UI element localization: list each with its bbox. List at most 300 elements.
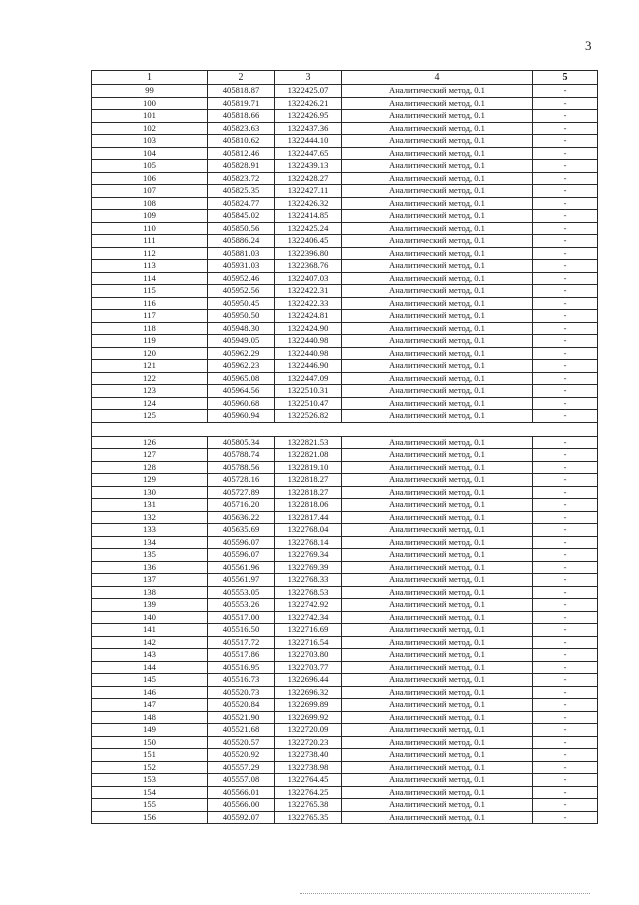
cell-description: - — [533, 686, 598, 699]
header-point-number: 1 — [92, 71, 208, 85]
cell-y: 1322716.54 — [275, 636, 342, 649]
cell-x: 405845.02 — [208, 210, 275, 223]
cell-y: 1322447.09 — [275, 372, 342, 385]
cell-point-number: 126 — [92, 436, 208, 449]
table-row — [92, 97, 598, 110]
cell-y: 1322738.40 — [275, 749, 342, 762]
table-body — [92, 85, 598, 824]
cell-x: 405517.72 — [208, 636, 275, 649]
cell-point-number: 117 — [92, 310, 208, 323]
cell-y: 1322526.82 — [275, 410, 342, 423]
cell-x: 405823.72 — [208, 172, 275, 185]
cell-x: 405561.97 — [208, 574, 275, 587]
cell-y: 1322768.53 — [275, 586, 342, 599]
cell-description: - — [533, 222, 598, 235]
cell-method: Аналитический метод, 0.1 — [342, 686, 533, 699]
header-x: 2 — [208, 71, 275, 85]
cell-x: 405516.50 — [208, 624, 275, 637]
cell-point-number: 128 — [92, 461, 208, 474]
cell-y: 1322699.89 — [275, 699, 342, 712]
table-row — [92, 474, 598, 487]
cell-method: Аналитический метод, 0.1 — [342, 410, 533, 423]
cell-description: - — [533, 724, 598, 737]
cell-x: 405952.46 — [208, 272, 275, 285]
cell-description: - — [533, 611, 598, 624]
table-row — [92, 235, 598, 248]
cell-y: 1322427.11 — [275, 185, 342, 198]
cell-method: Аналитический метод, 0.1 — [342, 761, 533, 774]
table-row — [92, 649, 598, 662]
cell-point-number: 152 — [92, 761, 208, 774]
cell-point-number: 119 — [92, 335, 208, 348]
table-row — [92, 674, 598, 687]
cell-x: 405950.50 — [208, 310, 275, 323]
cell-y: 1322424.90 — [275, 322, 342, 335]
cell-method: Аналитический метод, 0.1 — [342, 322, 533, 335]
table-row — [92, 611, 598, 624]
cell-method: Аналитический метод, 0.1 — [342, 210, 533, 223]
footer-divider — [300, 893, 590, 894]
cell-x: 405566.01 — [208, 786, 275, 799]
cell-description: - — [533, 636, 598, 649]
table-row — [92, 347, 598, 360]
cell-method: Аналитический метод, 0.1 — [342, 786, 533, 799]
cell-y: 1322720.23 — [275, 736, 342, 749]
table-row — [92, 761, 598, 774]
cell-method: Аналитический метод, 0.1 — [342, 297, 533, 310]
cell-description: - — [533, 110, 598, 123]
header-method: 4 — [342, 71, 533, 85]
cell-y: 1322510.31 — [275, 385, 342, 398]
cell-y: 1322426.21 — [275, 97, 342, 110]
cell-x: 405810.62 — [208, 135, 275, 148]
table-row — [92, 436, 598, 449]
cell-x: 405516.73 — [208, 674, 275, 687]
cell-point-number: 138 — [92, 586, 208, 599]
cell-method: Аналитический метод, 0.1 — [342, 135, 533, 148]
cell-x: 405949.05 — [208, 335, 275, 348]
cell-description: - — [533, 736, 598, 749]
cell-x: 405635.69 — [208, 524, 275, 537]
table-row — [92, 724, 598, 737]
cell-point-number: 155 — [92, 799, 208, 812]
cell-y: 1322444.10 — [275, 135, 342, 148]
cell-point-number: 132 — [92, 511, 208, 524]
cell-x: 405520.57 — [208, 736, 275, 749]
cell-y: 1322742.34 — [275, 611, 342, 624]
cell-method: Аналитический метод, 0.1 — [342, 449, 533, 462]
coordinates-table — [91, 70, 598, 824]
cell-description: - — [533, 649, 598, 662]
cell-description: - — [533, 449, 598, 462]
cell-x: 405818.87 — [208, 85, 275, 98]
table-row — [92, 461, 598, 474]
cell-x: 405962.29 — [208, 347, 275, 360]
table-row — [92, 372, 598, 385]
cell-y: 1322425.07 — [275, 85, 342, 98]
cell-point-number: 124 — [92, 397, 208, 410]
cell-y: 1322426.32 — [275, 197, 342, 210]
cell-method: Аналитический метод, 0.1 — [342, 624, 533, 637]
cell-x: 405788.74 — [208, 449, 275, 462]
page-number: 3 — [585, 38, 592, 53]
cell-description: - — [533, 135, 598, 148]
table-row — [92, 736, 598, 749]
table-row — [92, 385, 598, 398]
cell-y: 1322428.27 — [275, 172, 342, 185]
cell-y: 1322769.39 — [275, 561, 342, 574]
table-row — [92, 486, 598, 499]
cell-y: 1322716.69 — [275, 624, 342, 637]
cell-point-number: 142 — [92, 636, 208, 649]
cell-point-number: 134 — [92, 536, 208, 549]
cell-method: Аналитический метод, 0.1 — [342, 372, 533, 385]
cell-description: - — [533, 661, 598, 674]
cell-y: 1322742.92 — [275, 599, 342, 612]
cell-description: - — [533, 574, 598, 587]
cell-method: Аналитический метод, 0.1 — [342, 699, 533, 712]
cell-method: Аналитический метод, 0.1 — [342, 599, 533, 612]
table-row — [92, 586, 598, 599]
cell-point-number: 149 — [92, 724, 208, 737]
cell-point-number: 103 — [92, 135, 208, 148]
cell-point-number: 139 — [92, 599, 208, 612]
cell-y: 1322396.80 — [275, 247, 342, 260]
cell-point-number: 111 — [92, 235, 208, 248]
cell-method: Аналитический метод, 0.1 — [342, 160, 533, 173]
cell-method: Аналитический метод, 0.1 — [342, 197, 533, 210]
cell-description: - — [533, 285, 598, 298]
cell-method: Аналитический метод, 0.1 — [342, 122, 533, 135]
cell-method: Аналитический метод, 0.1 — [342, 649, 533, 662]
table-row — [92, 222, 598, 235]
cell-x: 405520.84 — [208, 699, 275, 712]
cell-description: - — [533, 749, 598, 762]
cell-x: 405788.56 — [208, 461, 275, 474]
cell-point-number: 105 — [92, 160, 208, 173]
cell-method: Аналитический метод, 0.1 — [342, 260, 533, 273]
cell-y: 1322818.27 — [275, 486, 342, 499]
cell-description: - — [533, 786, 598, 799]
table-row — [92, 499, 598, 512]
cell-description: - — [533, 499, 598, 512]
cell-x: 405850.56 — [208, 222, 275, 235]
cell-description: - — [533, 172, 598, 185]
table-row — [92, 511, 598, 524]
table-row — [92, 210, 598, 223]
table-row — [92, 335, 598, 348]
cell-point-number: 130 — [92, 486, 208, 499]
cell-method: Аналитический метод, 0.1 — [342, 711, 533, 724]
cell-x: 405566.00 — [208, 799, 275, 812]
cell-x: 405520.73 — [208, 686, 275, 699]
header-row — [92, 71, 598, 85]
cell-point-number: 101 — [92, 110, 208, 123]
cell-x: 405824.77 — [208, 197, 275, 210]
cell-point-number: 156 — [92, 811, 208, 824]
cell-description: - — [533, 774, 598, 787]
cell-description: - — [533, 461, 598, 474]
cell-method: Аналитический метод, 0.1 — [342, 661, 533, 674]
cell-y: 1322764.25 — [275, 786, 342, 799]
cell-point-number: 114 — [92, 272, 208, 285]
cell-x: 405561.96 — [208, 561, 275, 574]
cell-x: 405948.30 — [208, 322, 275, 335]
cell-x: 405517.86 — [208, 649, 275, 662]
cell-method: Аналитический метод, 0.1 — [342, 499, 533, 512]
cell-y: 1322696.44 — [275, 674, 342, 687]
table-row — [92, 360, 598, 373]
cell-point-number: 118 — [92, 322, 208, 335]
cell-x: 405516.95 — [208, 661, 275, 674]
cell-point-number: 125 — [92, 410, 208, 423]
cell-point-number: 129 — [92, 474, 208, 487]
cell-point-number: 113 — [92, 260, 208, 273]
cell-y: 1322440.98 — [275, 347, 342, 360]
cell-x: 405520.92 — [208, 749, 275, 762]
cell-description: - — [533, 711, 598, 724]
table-row — [92, 322, 598, 335]
cell-x: 405553.26 — [208, 599, 275, 612]
cell-method: Аналитический метод, 0.1 — [342, 749, 533, 762]
cell-x: 405812.46 — [208, 147, 275, 160]
cell-y: 1322510.47 — [275, 397, 342, 410]
table-row — [92, 774, 598, 787]
table-row — [92, 285, 598, 298]
cell-method: Аналитический метод, 0.1 — [342, 235, 533, 248]
cell-description: - — [533, 586, 598, 599]
cell-description: - — [533, 210, 598, 223]
cell-method: Аналитический метод, 0.1 — [342, 636, 533, 649]
cell-description: - — [533, 260, 598, 273]
cell-method: Аналитический метод, 0.1 — [342, 774, 533, 787]
cell-x: 405727.89 — [208, 486, 275, 499]
table-row — [92, 410, 598, 423]
cell-point-number: 150 — [92, 736, 208, 749]
cell-x: 405521.68 — [208, 724, 275, 737]
cell-point-number: 153 — [92, 774, 208, 787]
table-row — [92, 247, 598, 260]
header-y: 3 — [275, 71, 342, 85]
cell-description: - — [533, 322, 598, 335]
cell-description: - — [533, 197, 598, 210]
cell-y: 1322699.92 — [275, 711, 342, 724]
table-row — [92, 749, 598, 762]
cell-method: Аналитический метод, 0.1 — [342, 574, 533, 587]
cell-point-number: 109 — [92, 210, 208, 223]
cell-point-number: 112 — [92, 247, 208, 260]
cell-y: 1322439.13 — [275, 160, 342, 173]
cell-method: Аналитический метод, 0.1 — [342, 360, 533, 373]
table-row — [92, 661, 598, 674]
cell-description: - — [533, 360, 598, 373]
cell-y: 1322764.45 — [275, 774, 342, 787]
table-row — [92, 297, 598, 310]
cell-x: 405823.63 — [208, 122, 275, 135]
cell-y: 1322720.09 — [275, 724, 342, 737]
cell-point-number: 100 — [92, 97, 208, 110]
cell-method: Аналитический метод, 0.1 — [342, 397, 533, 410]
cell-method: Аналитический метод, 0.1 — [342, 185, 533, 198]
cell-x: 405825.35 — [208, 185, 275, 198]
table-row — [92, 786, 598, 799]
table-row — [92, 561, 598, 574]
cell-description: - — [533, 699, 598, 712]
table-row — [92, 711, 598, 724]
table-row — [92, 636, 598, 649]
table-row — [92, 397, 598, 410]
cell-method: Аналитический метод, 0.1 — [342, 549, 533, 562]
cell-y: 1322446.90 — [275, 360, 342, 373]
cell-method: Аналитический метод, 0.1 — [342, 285, 533, 298]
cell-description: - — [533, 536, 598, 549]
cell-description: - — [533, 624, 598, 637]
cell-y: 1322769.34 — [275, 549, 342, 562]
table-row — [92, 599, 598, 612]
cell-description: - — [533, 247, 598, 260]
cell-point-number: 141 — [92, 624, 208, 637]
cell-x: 405960.68 — [208, 397, 275, 410]
cell-description: - — [533, 436, 598, 449]
cell-y: 1322426.95 — [275, 110, 342, 123]
cell-method: Аналитический метод, 0.1 — [342, 247, 533, 260]
cell-x: 405886.24 — [208, 235, 275, 248]
cell-y: 1322696.32 — [275, 686, 342, 699]
cell-x: 405596.07 — [208, 549, 275, 562]
cell-y: 1322437.36 — [275, 122, 342, 135]
cell-description: - — [533, 97, 598, 110]
cell-x: 405952.56 — [208, 285, 275, 298]
cell-point-number: 133 — [92, 524, 208, 537]
cell-y: 1322765.38 — [275, 799, 342, 812]
cell-x: 405818.66 — [208, 110, 275, 123]
cell-method: Аналитический метод, 0.1 — [342, 461, 533, 474]
cell-method: Аналитический метод, 0.1 — [342, 586, 533, 599]
cell-description: - — [533, 310, 598, 323]
table-row — [92, 110, 598, 123]
cell-x: 405557.08 — [208, 774, 275, 787]
header-description: 5 — [533, 71, 598, 85]
cell-y: 1322703.77 — [275, 661, 342, 674]
cell-description: - — [533, 85, 598, 98]
cell-description: - — [533, 410, 598, 423]
table-row — [92, 147, 598, 160]
cell-description: - — [533, 347, 598, 360]
cell-y: 1322818.27 — [275, 474, 342, 487]
cell-y: 1322817.44 — [275, 511, 342, 524]
table-row — [92, 185, 598, 198]
cell-method: Аналитический метод, 0.1 — [342, 511, 533, 524]
cell-x: 405592.07 — [208, 811, 275, 824]
cell-point-number: 151 — [92, 749, 208, 762]
cell-point-number: 143 — [92, 649, 208, 662]
cell-point-number: 136 — [92, 561, 208, 574]
cell-description: - — [533, 474, 598, 487]
table-row — [92, 85, 598, 98]
cell-point-number: 147 — [92, 699, 208, 712]
cell-description: - — [533, 561, 598, 574]
cell-method: Аналитический метод, 0.1 — [342, 335, 533, 348]
cell-method: Аналитический метод, 0.1 — [342, 724, 533, 737]
cell-method: Аналитический метод, 0.1 — [342, 561, 533, 574]
table-row — [92, 699, 598, 712]
cell-description: - — [533, 549, 598, 562]
cell-y: 1322425.24 — [275, 222, 342, 235]
table-row — [92, 686, 598, 699]
cell-point-number: 127 — [92, 449, 208, 462]
cell-y: 1322440.98 — [275, 335, 342, 348]
cell-y: 1322414.85 — [275, 210, 342, 223]
cell-method: Аналитический метод, 0.1 — [342, 474, 533, 487]
cell-point-number: 145 — [92, 674, 208, 687]
section-separator-row — [92, 422, 598, 436]
cell-x: 405964.56 — [208, 385, 275, 398]
table-row — [92, 160, 598, 173]
cell-y: 1322422.33 — [275, 297, 342, 310]
cell-description: - — [533, 397, 598, 410]
cell-description: - — [533, 486, 598, 499]
cell-method: Аналитический метод, 0.1 — [342, 736, 533, 749]
table-row — [92, 135, 598, 148]
cell-y: 1322765.35 — [275, 811, 342, 824]
cell-x: 405931.03 — [208, 260, 275, 273]
cell-description: - — [533, 160, 598, 173]
cell-x: 405805.34 — [208, 436, 275, 449]
cell-description: - — [533, 599, 598, 612]
cell-x: 405965.08 — [208, 372, 275, 385]
cell-method: Аналитический метод, 0.1 — [342, 310, 533, 323]
cell-x: 405517.00 — [208, 611, 275, 624]
cell-point-number: 104 — [92, 147, 208, 160]
cell-description: - — [533, 185, 598, 198]
cell-method: Аналитический метод, 0.1 — [342, 385, 533, 398]
cell-method: Аналитический метод, 0.1 — [342, 85, 533, 98]
cell-y: 1322738.98 — [275, 761, 342, 774]
cell-x: 405728.16 — [208, 474, 275, 487]
cell-description: - — [533, 524, 598, 537]
table-row — [92, 574, 598, 587]
cell-x: 405950.45 — [208, 297, 275, 310]
cell-point-number: 110 — [92, 222, 208, 235]
cell-description: - — [533, 297, 598, 310]
cell-y: 1322368.76 — [275, 260, 342, 273]
table-row — [92, 272, 598, 285]
cell-point-number: 120 — [92, 347, 208, 360]
cell-description: - — [533, 761, 598, 774]
cell-x: 405960.94 — [208, 410, 275, 423]
cell-y: 1322703.80 — [275, 649, 342, 662]
cell-x: 405828.91 — [208, 160, 275, 173]
cell-x: 405553.05 — [208, 586, 275, 599]
cell-y: 1322768.14 — [275, 536, 342, 549]
cell-point-number: 154 — [92, 786, 208, 799]
cell-point-number: 108 — [92, 197, 208, 210]
cell-method: Аналитический метод, 0.1 — [342, 436, 533, 449]
cell-description: - — [533, 385, 598, 398]
cell-method: Аналитический метод, 0.1 — [342, 110, 533, 123]
cell-method: Аналитический метод, 0.1 — [342, 486, 533, 499]
cell-y: 1322407.03 — [275, 272, 342, 285]
cell-y: 1322768.04 — [275, 524, 342, 537]
table-row — [92, 122, 598, 135]
table-row — [92, 811, 598, 824]
cell-y: 1322424.81 — [275, 310, 342, 323]
cell-x: 405819.71 — [208, 97, 275, 110]
cell-description: - — [533, 122, 598, 135]
cell-point-number: 148 — [92, 711, 208, 724]
cell-x: 405557.29 — [208, 761, 275, 774]
cell-point-number: 137 — [92, 574, 208, 587]
